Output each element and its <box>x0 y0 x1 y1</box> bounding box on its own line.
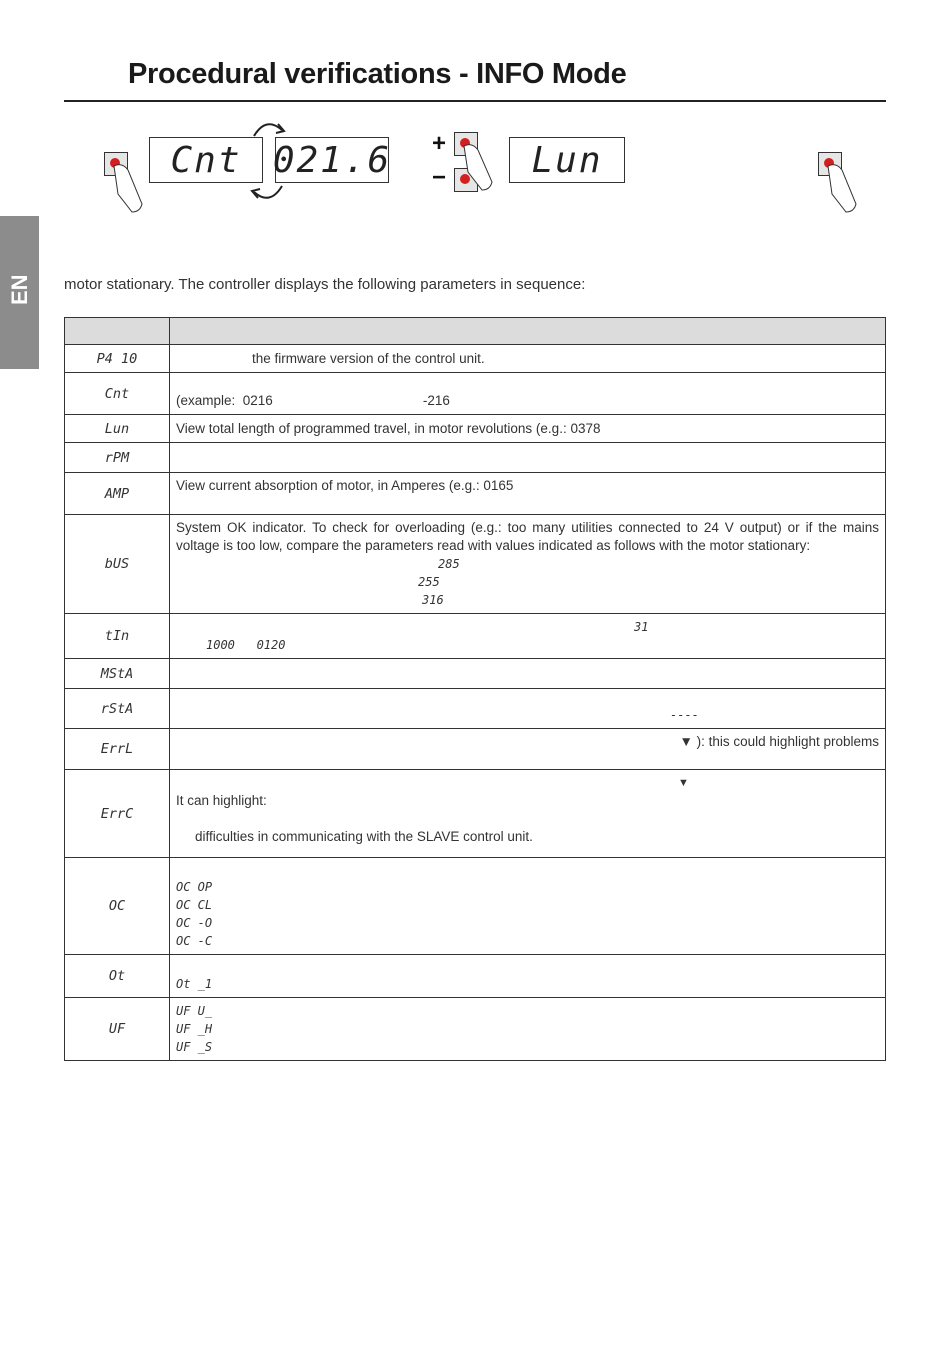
desc-line: System OK indicator. To check for overloading (e.g.: too many utilities connected to 24 V output) or if the mains voltage is too low, compare the parameters read with values indicated as follows with the motor stationary: <box>176 520 879 553</box>
param-code: AMP <box>65 473 170 515</box>
finger-press-icon <box>822 160 862 216</box>
table-row <box>65 373 886 415</box>
desc-line: OC -C <box>176 934 213 948</box>
desc-line: difficulties in communicating with the SLAVE control unit. <box>195 829 533 844</box>
table-row <box>65 659 886 689</box>
desc-line: 31 <box>634 620 649 634</box>
cycle-arrows-icon <box>246 116 290 206</box>
param-code: bUS <box>65 515 170 614</box>
desc-line: 1000 0120 <box>206 638 286 652</box>
param-desc <box>170 443 886 473</box>
desc-line: OC CL <box>176 898 213 912</box>
display-cnt: Cnt <box>149 137 263 183</box>
parameters-table <box>64 317 886 1061</box>
param-code: OC <box>65 858 170 955</box>
desc-line: OC -O <box>176 916 213 930</box>
intro-text: motor stationary. The controller displays the following parameters in sequence: <box>64 276 586 293</box>
display-lun: Lun <box>509 137 625 183</box>
language-tab <box>0 216 39 369</box>
param-desc <box>170 614 886 659</box>
title-rule <box>64 100 886 102</box>
language-tab-label: EN <box>7 274 32 305</box>
table-row <box>65 770 886 858</box>
desc-line: ▼ <box>678 777 689 789</box>
param-desc <box>170 415 886 443</box>
table-row <box>65 515 886 614</box>
desc-spacer <box>176 810 879 828</box>
param-code: Cnt <box>65 373 170 415</box>
plus-sign: + <box>432 130 447 157</box>
table-row <box>65 473 886 515</box>
param-desc <box>170 689 886 729</box>
param-desc <box>170 955 886 998</box>
param-desc <box>170 998 886 1061</box>
desc-line: View total length of programmed travel, in motor revolutions (e.g.: 0378 <box>176 420 601 436</box>
desc-line: OC OP <box>176 880 213 894</box>
header-cell-description <box>170 318 886 345</box>
page-title: Procedural verifications - INFO Mode <box>128 58 627 90</box>
desc-line: the firmware version of the control unit. <box>252 350 485 366</box>
param-code: ErrC <box>65 770 170 858</box>
param-code: MStA <box>65 659 170 689</box>
desc-line: UF _H <box>176 1022 213 1036</box>
param-desc <box>170 659 886 689</box>
minus-sign: − <box>432 164 447 191</box>
param-desc <box>170 373 886 415</box>
desc-line: 255 <box>418 575 440 589</box>
param-desc <box>170 515 886 614</box>
desc-line: ---- <box>670 708 699 722</box>
header-cell-code <box>65 318 170 345</box>
param-code: P4 10 <box>65 345 170 373</box>
param-code: tIn <box>65 614 170 659</box>
param-desc <box>170 858 886 955</box>
param-code: rStA <box>65 689 170 729</box>
param-code: ErrL <box>65 729 170 770</box>
desc-line: UF _S <box>176 1040 213 1054</box>
param-code: Lun <box>65 415 170 443</box>
table-row <box>65 955 886 998</box>
param-code: rPM <box>65 443 170 473</box>
table-header-row <box>65 318 886 345</box>
finger-press-icon <box>108 160 148 216</box>
param-desc <box>170 473 886 515</box>
table-row <box>65 345 886 373</box>
param-code: Ot <box>65 955 170 998</box>
param-desc <box>170 729 886 770</box>
desc-line: 285 <box>438 557 460 571</box>
table-row <box>65 858 886 955</box>
param-code: UF <box>65 998 170 1061</box>
param-desc <box>170 345 886 373</box>
finger-press-icon <box>458 140 498 194</box>
desc-line: (example: 0216 -216 <box>176 393 450 408</box>
param-desc <box>170 770 886 858</box>
desc-line: It can highlight: <box>176 793 267 808</box>
table-row <box>65 729 886 770</box>
desc-line: View current absorption of motor, in Amperes (e.g.: 0165 <box>176 478 514 493</box>
table-row <box>65 415 886 443</box>
desc-line: Ot _1 <box>176 977 213 991</box>
table-row <box>65 443 886 473</box>
desc-line: UF U_ <box>176 1004 213 1018</box>
table-row <box>65 614 886 659</box>
table-row <box>65 689 886 729</box>
display-value: 021.6 <box>275 137 389 183</box>
table-row <box>65 998 886 1061</box>
desc-line: 316 <box>422 593 444 607</box>
desc-line: ▼ ): this could highlight problems <box>679 734 879 749</box>
